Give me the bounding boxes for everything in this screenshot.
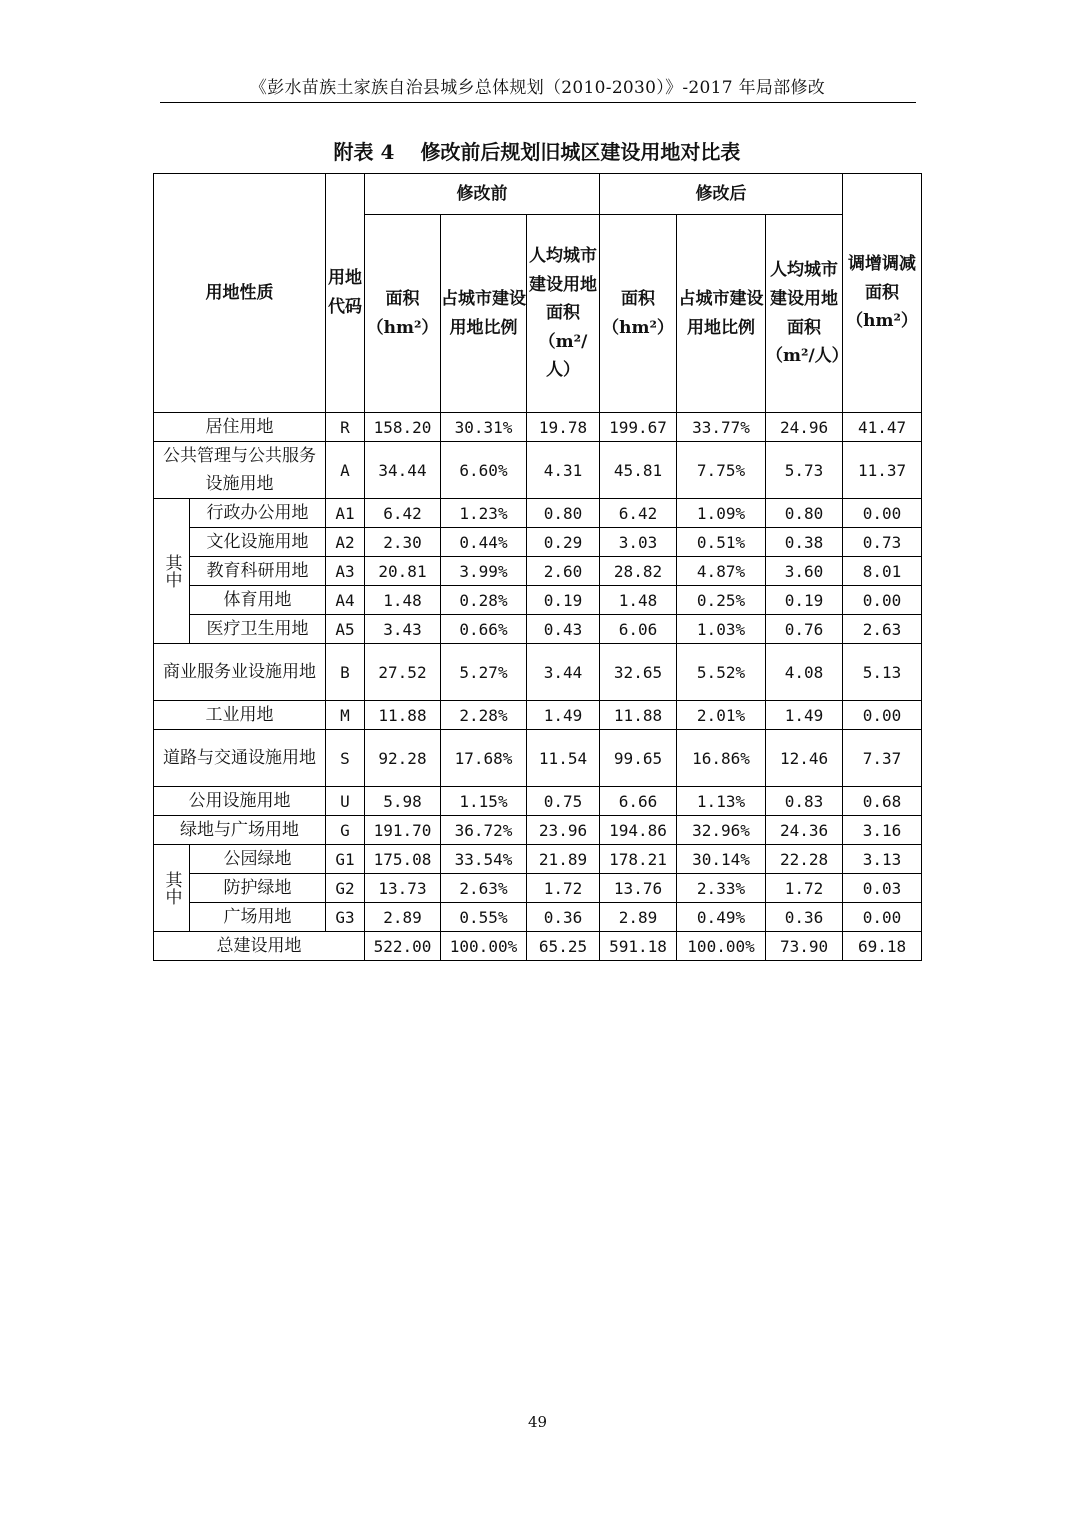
value-cell: 11.88	[365, 701, 441, 730]
value-cell: 36.72%	[441, 816, 527, 845]
value-cell: 0.00	[843, 499, 922, 528]
land-type-cell: 道路与交通设施用地	[154, 730, 326, 787]
value-cell: 199.67	[600, 413, 677, 442]
value-cell: 19.78	[527, 413, 600, 442]
value-cell: 13.73	[365, 874, 441, 903]
value-cell: 13.76	[600, 874, 677, 903]
value-cell: 194.86	[600, 816, 677, 845]
table-row	[154, 586, 922, 615]
value-cell: 0.80	[766, 499, 843, 528]
value-cell: 0.29	[527, 528, 600, 557]
value-cell: 1.49	[527, 701, 600, 730]
group-label-cell: 其中	[154, 845, 190, 932]
value-cell: 5.27%	[441, 644, 527, 701]
code-cell: M	[326, 701, 365, 730]
code-cell: G1	[326, 845, 365, 874]
header-before: 修改前	[365, 174, 600, 215]
header-area-after: 面积（hm²）	[600, 215, 677, 413]
header-change: 调增调减面积（hm²）	[843, 174, 922, 413]
value-cell: 3.13	[843, 845, 922, 874]
value-cell: 3.43	[365, 615, 441, 644]
value-cell: 2.33%	[677, 874, 766, 903]
value-cell: 0.51%	[677, 528, 766, 557]
value-cell: 191.70	[365, 816, 441, 845]
table-row	[154, 816, 922, 845]
value-cell: 0.73	[843, 528, 922, 557]
code-cell: U	[326, 787, 365, 816]
land-type-cell: 商业服务业设施用地	[154, 644, 326, 701]
value-cell: 0.55%	[441, 903, 527, 932]
value-cell: 0.19	[766, 586, 843, 615]
value-cell: 0.80	[527, 499, 600, 528]
value-cell: 0.66%	[441, 615, 527, 644]
code-cell: G3	[326, 903, 365, 932]
value-cell: 100.00%	[677, 932, 766, 961]
table-row	[154, 644, 922, 701]
land-type-cell: 公园绿地	[190, 845, 326, 874]
code-cell: A1	[326, 499, 365, 528]
running-header: 《彭水苗族土家族自治县城乡总体规划（2010-2030）》-2017 年局部修改	[249, 78, 826, 98]
value-cell: 0.36	[527, 903, 600, 932]
value-cell: 3.16	[843, 816, 922, 845]
value-cell: 2.60	[527, 557, 600, 586]
value-cell: 175.08	[365, 845, 441, 874]
value-cell: 0.83	[766, 787, 843, 816]
value-cell: 23.96	[527, 816, 600, 845]
header-ratio-after: 占城市建设用地比例	[677, 215, 766, 413]
land-type-cell: 公用设施用地	[154, 787, 326, 816]
value-cell: 11.88	[600, 701, 677, 730]
value-cell: 0.75	[527, 787, 600, 816]
value-cell: 1.03%	[677, 615, 766, 644]
value-cell: 21.89	[527, 845, 600, 874]
value-cell: 33.77%	[677, 413, 766, 442]
value-cell: 20.81	[365, 557, 441, 586]
value-cell: 6.42	[365, 499, 441, 528]
table-row	[154, 528, 922, 557]
table-row	[154, 903, 922, 932]
land-type-cell: 防护绿地	[190, 874, 326, 903]
value-cell: 1.09%	[677, 499, 766, 528]
value-cell: 12.46	[766, 730, 843, 787]
value-cell: 0.19	[527, 586, 600, 615]
value-cell: 69.18	[843, 932, 922, 961]
value-cell: 0.44%	[441, 528, 527, 557]
land-type-cell: 广场用地	[190, 903, 326, 932]
value-cell: 4.87%	[677, 557, 766, 586]
value-cell: 24.96	[766, 413, 843, 442]
value-cell: 2.63%	[441, 874, 527, 903]
value-cell: 30.31%	[441, 413, 527, 442]
value-cell: 5.98	[365, 787, 441, 816]
land-type-cell: 绿地与广场用地	[154, 816, 326, 845]
code-cell: G2	[326, 874, 365, 903]
value-cell: 1.49	[766, 701, 843, 730]
value-cell: 65.25	[527, 932, 600, 961]
value-cell: 7.75%	[677, 442, 766, 499]
value-cell: 1.72	[766, 874, 843, 903]
value-cell: 0.76	[766, 615, 843, 644]
value-cell: 2.28%	[441, 701, 527, 730]
land-type-cell: 体育用地	[190, 586, 326, 615]
header-area-before: 面积（hm²）	[365, 215, 441, 413]
value-cell: 30.14%	[677, 845, 766, 874]
value-cell: 1.23%	[441, 499, 527, 528]
table-row	[154, 701, 922, 730]
value-cell: 33.54%	[441, 845, 527, 874]
header-land-type: 用地性质	[154, 174, 326, 413]
table-row	[154, 730, 922, 787]
value-cell: 32.96%	[677, 816, 766, 845]
value-cell: 0.38	[766, 528, 843, 557]
value-cell: 32.65	[600, 644, 677, 701]
code-cell: G	[326, 816, 365, 845]
table-number: 附表 4	[333, 140, 395, 164]
header-per-capita-before: 人均城市建设用地面积（m²/人）	[527, 215, 600, 413]
value-cell: 5.13	[843, 644, 922, 701]
value-cell: 28.82	[600, 557, 677, 586]
header-rule	[160, 102, 916, 103]
table-title-text: 修改前后规划旧城区建设用地对比表	[420, 140, 741, 164]
table-row	[154, 874, 922, 903]
group-label-cell: 其中	[154, 499, 190, 644]
value-cell: 41.47	[843, 413, 922, 442]
value-cell: 5.52%	[677, 644, 766, 701]
value-cell: 24.36	[766, 816, 843, 845]
value-cell: 0.43	[527, 615, 600, 644]
land-type-cell: 文化设施用地	[190, 528, 326, 557]
value-cell: 178.21	[600, 845, 677, 874]
value-cell: 6.66	[600, 787, 677, 816]
land-type-cell: 行政办公用地	[190, 499, 326, 528]
land-type-cell: 公共管理与公共服务设施用地	[154, 442, 326, 499]
value-cell: 1.48	[365, 586, 441, 615]
code-cell: B	[326, 644, 365, 701]
value-cell: 16.86%	[677, 730, 766, 787]
value-cell: 2.01%	[677, 701, 766, 730]
value-cell: 100.00%	[441, 932, 527, 961]
value-cell: 0.00	[843, 586, 922, 615]
value-cell: 158.20	[365, 413, 441, 442]
code-cell: A4	[326, 586, 365, 615]
value-cell: 92.28	[365, 730, 441, 787]
value-cell: 0.28%	[441, 586, 527, 615]
value-cell: 11.37	[843, 442, 922, 499]
table-row	[154, 557, 922, 586]
header-per-capita-after: 人均城市建设用地面积（m²/人）	[766, 215, 843, 413]
value-cell: 7.37	[843, 730, 922, 787]
value-cell: 1.13%	[677, 787, 766, 816]
value-cell: 1.48	[600, 586, 677, 615]
land-type-cell: 医疗卫生用地	[190, 615, 326, 644]
value-cell: 2.89	[600, 903, 677, 932]
value-cell: 3.03	[600, 528, 677, 557]
table-body	[154, 413, 922, 961]
value-cell: 22.28	[766, 845, 843, 874]
value-cell: 73.90	[766, 932, 843, 961]
value-cell: 0.25%	[677, 586, 766, 615]
value-cell: 0.00	[843, 701, 922, 730]
value-cell: 34.44	[365, 442, 441, 499]
code-cell: A5	[326, 615, 365, 644]
code-cell: A	[326, 442, 365, 499]
page-number: 49	[527, 1413, 548, 1431]
table-row	[154, 845, 922, 874]
value-cell: 2.89	[365, 903, 441, 932]
value-cell: 17.68%	[441, 730, 527, 787]
code-cell: R	[326, 413, 365, 442]
value-cell: 522.00	[365, 932, 441, 961]
table-row	[154, 615, 922, 644]
value-cell: 1.15%	[441, 787, 527, 816]
value-cell: 1.72	[527, 874, 600, 903]
land-use-comparison-table	[153, 173, 922, 961]
value-cell: 6.06	[600, 615, 677, 644]
table-row	[154, 499, 922, 528]
value-cell: 2.63	[843, 615, 922, 644]
value-cell: 0.68	[843, 787, 922, 816]
land-type-cell: 居住用地	[154, 413, 326, 442]
value-cell: 3.60	[766, 557, 843, 586]
land-type-cell: 教育科研用地	[190, 557, 326, 586]
value-cell: 0.00	[843, 903, 922, 932]
land-type-cell: 总建设用地	[154, 932, 365, 961]
land-type-cell: 工业用地	[154, 701, 326, 730]
value-cell: 6.60%	[441, 442, 527, 499]
value-cell: 6.42	[600, 499, 677, 528]
value-cell: 4.31	[527, 442, 600, 499]
value-cell: 5.73	[766, 442, 843, 499]
value-cell: 8.01	[843, 557, 922, 586]
value-cell: 27.52	[365, 644, 441, 701]
header-after: 修改后	[600, 174, 843, 215]
value-cell: 0.36	[766, 903, 843, 932]
header-ratio-before: 占城市建设用地比例	[441, 215, 527, 413]
table-row	[154, 932, 922, 961]
value-cell: 3.99%	[441, 557, 527, 586]
value-cell: 2.30	[365, 528, 441, 557]
value-cell: 4.08	[766, 644, 843, 701]
header-code: 用地代码	[326, 174, 365, 413]
value-cell: 3.44	[527, 644, 600, 701]
table-row	[154, 413, 922, 442]
code-cell: S	[326, 730, 365, 787]
table-row	[154, 787, 922, 816]
value-cell: 99.65	[600, 730, 677, 787]
code-cell: A3	[326, 557, 365, 586]
code-cell: A2	[326, 528, 365, 557]
value-cell: 0.49%	[677, 903, 766, 932]
value-cell: 0.03	[843, 874, 922, 903]
table-row	[154, 442, 922, 499]
value-cell: 591.18	[600, 932, 677, 961]
table-title	[153, 136, 921, 165]
value-cell: 45.81	[600, 442, 677, 499]
value-cell: 11.54	[527, 730, 600, 787]
